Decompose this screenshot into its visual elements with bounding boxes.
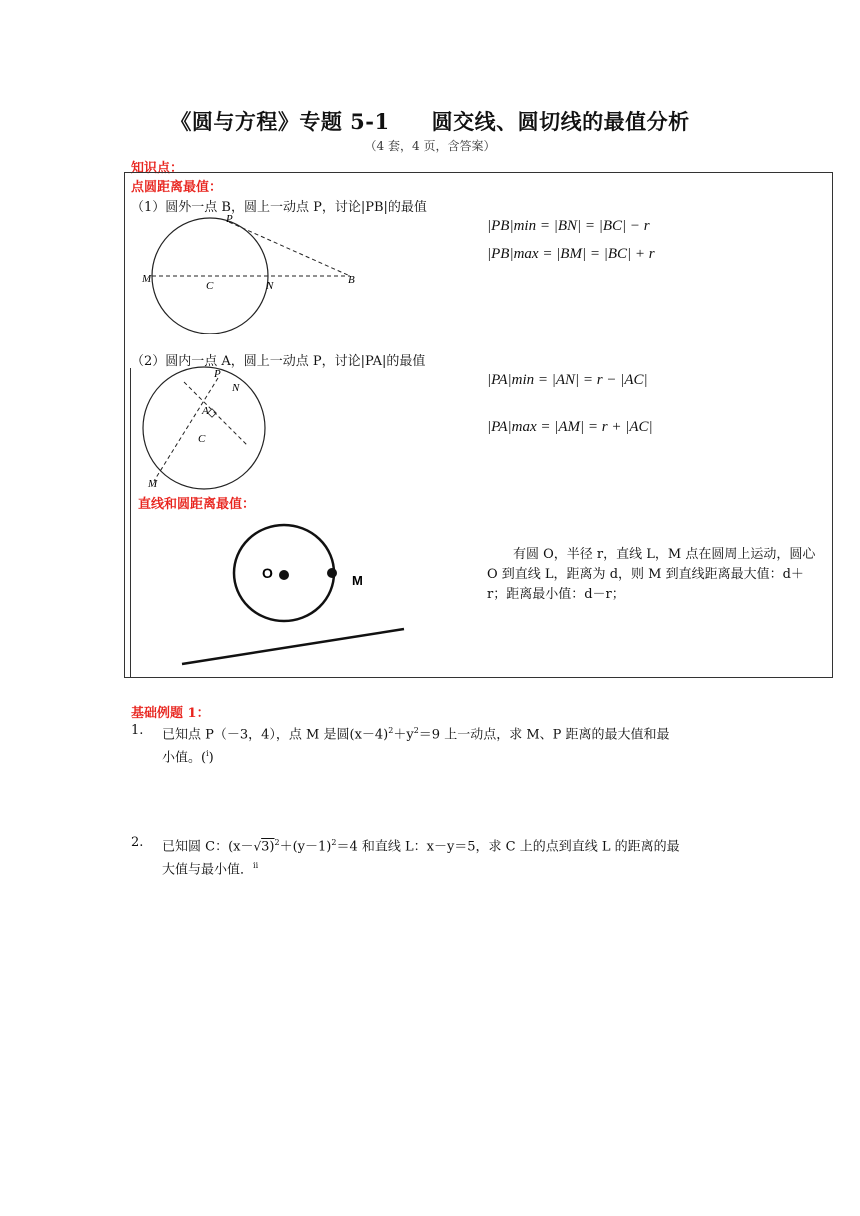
case2-label-n: N [232, 382, 240, 394]
case1-pb-line [229, 222, 350, 276]
example-2-endnote-ref[interactable]: ii [253, 861, 259, 871]
example-2-line1: 已知圆 C：(x－ [162, 839, 254, 855]
example-1-line1b: ＋y [393, 727, 414, 743]
case2-pm-line [154, 378, 218, 481]
example-2-text: 已知圆 C：$(x-√3)^2+(y-1)^2=4$ 和直线 L：x－y＝5，求 C 上的点到直线 L 的距离的最 大值与最小值．$^{ii}$ [162, 838, 680, 878]
case2-label-m: M [148, 478, 158, 490]
inner-left-rule [130, 368, 131, 678]
line-circle-description: 有圆 O，半径 r，直线 L，M 点在圆周上运动，圆心 O 到直线 L，距离为 d，则 M 到直线距离最大值：d＋r；距离最小值：d－r； [487, 547, 816, 602]
case1-formula-min: |PB|min = |BN| = |BC| − r [487, 218, 650, 234]
label-o: O [262, 565, 273, 581]
example-1 [131, 721, 143, 740]
case2-label-p: P [214, 368, 221, 380]
case2-circle [143, 367, 265, 489]
example-2-line1b: 3) [261, 839, 275, 855]
knowledge-heading: 知识点： [131, 161, 184, 176]
case2-diagram [136, 364, 276, 490]
case1-label-p: P [226, 213, 233, 225]
example-1-line2: 小值。( [162, 750, 207, 766]
title-part1: 《圆与方程》专题 5-1 [170, 109, 390, 134]
example-2-line1d: ＝4 和直线 L：x－y＝5，求 C 上的点到直线 L 的距离的最 [336, 839, 680, 855]
example-1-endnote-ref[interactable]: i [206, 749, 209, 759]
example-2-line2: 大值与最小值． [162, 862, 254, 878]
case1-formula-max: |PB|max = |BM| = |BC| + r [487, 246, 655, 262]
case2-formula-max: |PA|max = |AM| = r + |AC| [487, 419, 653, 435]
example-1-line1c: ＝9 上一动点，求 M、P 距离的最大值和最 [418, 727, 670, 743]
case1-diagram [136, 210, 372, 334]
line-l [182, 629, 404, 664]
title-part2: 圆交线、圆切线的最值分析 [431, 109, 690, 134]
example-1-text: 已知点 P（－3，4），点 M 是圆$(x-4)^2+y^2=9$ 上一动点，求 M、P 距离的最大值和最 小值。($^i$) [162, 726, 670, 766]
point-m-dot [327, 568, 337, 578]
sqrt-icon: √ [253, 839, 262, 854]
center-o-dot [279, 570, 289, 580]
case2-label-a: A [202, 405, 209, 417]
case1-label-m: M [142, 273, 152, 285]
page-subtitle: （4 套，4 页，含答案） [364, 139, 496, 153]
page-title [0, 106, 860, 136]
example-2 [131, 833, 143, 852]
example-1-line2b: ) [208, 750, 214, 766]
case2-label-c: C [198, 433, 206, 445]
example-1-line1: 已知点 P（－3，4），点 M 是圆(x－4) [162, 727, 389, 743]
case2-text: （2）圆内一点 A，圆上一动点 P，讨论|PA|的最值 [131, 354, 426, 369]
examples-heading: 基础例题 1： [131, 706, 210, 721]
line-circle-diagram [176, 518, 412, 668]
line-circle-distance-heading: 直线和圆距离最值： [138, 497, 256, 512]
example-2-number: 2. [131, 835, 144, 850]
case1-label-c: C [206, 280, 214, 292]
case1-label-n: N [266, 280, 274, 292]
case1-label-b: B [348, 274, 355, 286]
example-2-line1c: ＋(y－1) [279, 839, 332, 855]
label-m: M [352, 573, 363, 588]
case1-text: （1）圆外一点 B，圆上一动点 P，讨论|PB|的最值 [131, 200, 427, 215]
case2-formula-min: |PA|min = |AN| = r − |AC| [487, 372, 648, 388]
point-circle-distance-heading: 点圆距离最值： [131, 180, 223, 195]
example-1-number: 1. [131, 723, 144, 738]
